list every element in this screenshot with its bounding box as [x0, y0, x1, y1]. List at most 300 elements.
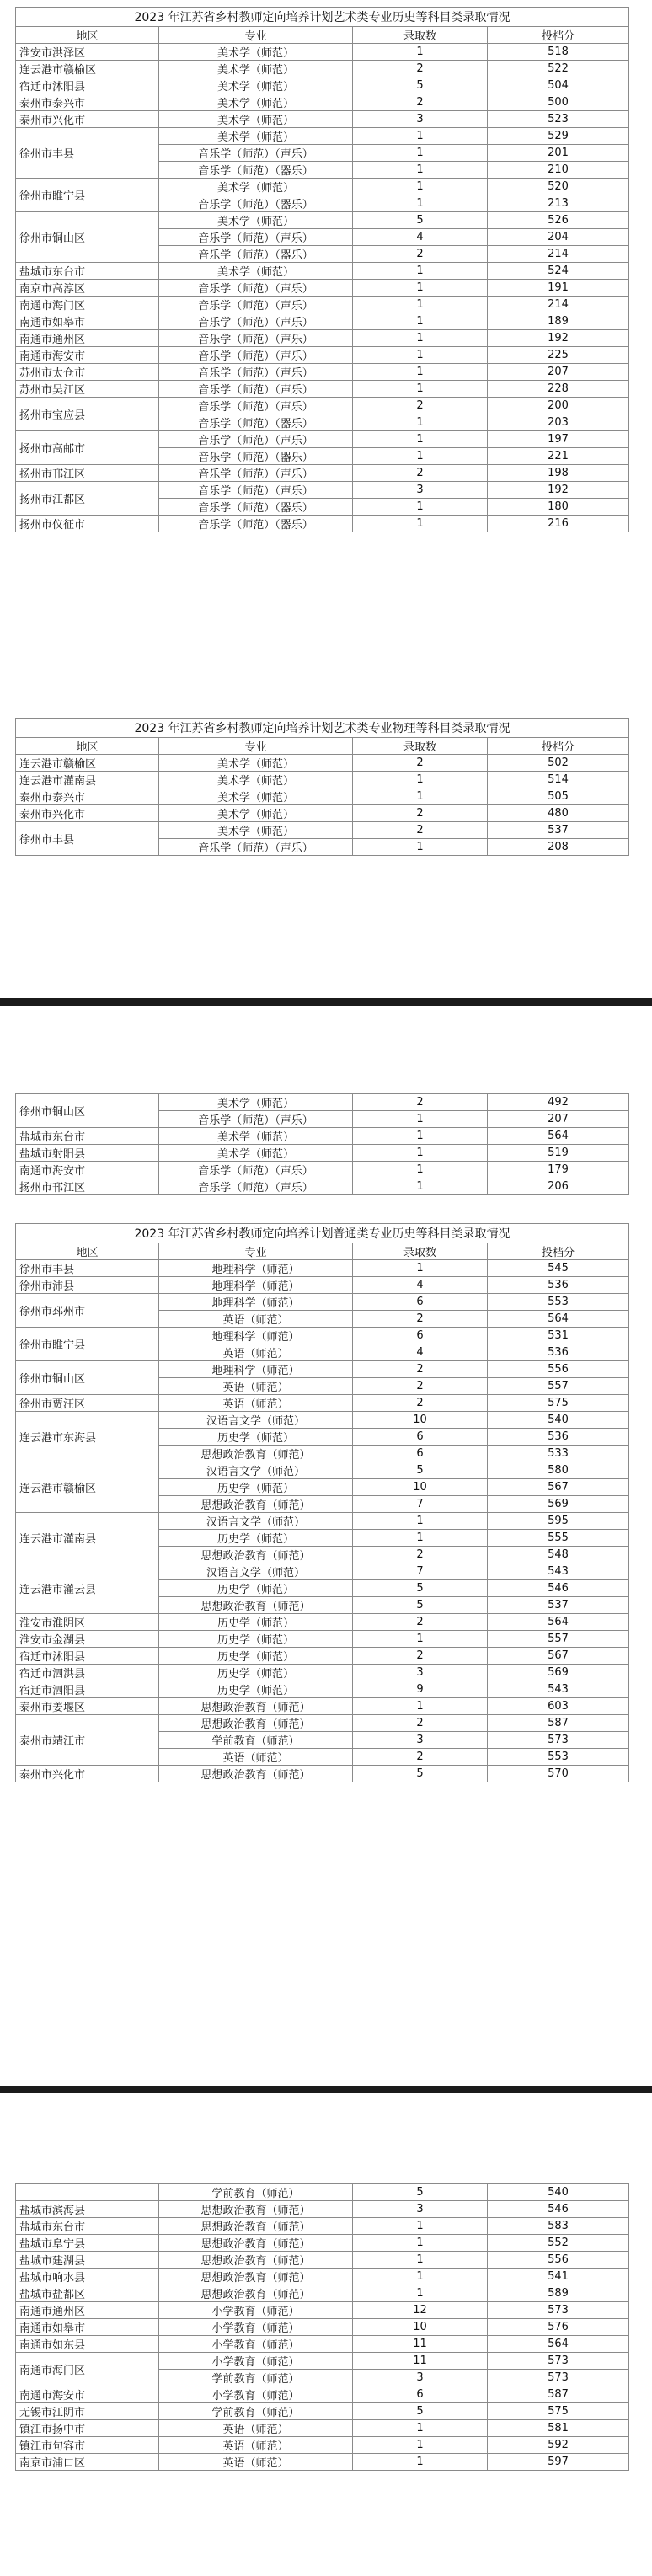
- region-cell: 徐州市丰县: [16, 1260, 159, 1277]
- table-row: [16, 61, 629, 77]
- region-cell: 扬州市高邮市: [16, 431, 159, 465]
- score-cell: 502: [488, 755, 629, 772]
- region-cell: 连云港市赣榆区: [16, 1462, 159, 1513]
- admitted-count-cell: 1: [353, 1111, 488, 1128]
- column-header: 专业: [159, 27, 353, 44]
- major-cell: 思想政治教育（师范）: [159, 1496, 353, 1513]
- admitted-count-cell: 1: [353, 297, 488, 313]
- score-cell: 567: [488, 1648, 629, 1665]
- major-cell: 音乐学（师范）（声乐）: [159, 313, 353, 330]
- admitted-count-cell: 5: [353, 1580, 488, 1597]
- column-header: 投档分: [488, 27, 629, 44]
- admitted-count-cell: 2: [353, 465, 488, 482]
- table-row: [16, 2285, 629, 2302]
- major-cell: 音乐学（师范）（声乐）: [159, 1178, 353, 1195]
- score-cell: 216: [488, 516, 629, 532]
- table-row: [16, 1681, 629, 1698]
- major-cell: 美术学（师范）: [159, 179, 353, 195]
- region-cell: 泰州市靖江市: [16, 1715, 159, 1766]
- major-cell: 学前教育（师范）: [159, 2403, 353, 2420]
- score-cell: 573: [488, 2353, 629, 2370]
- major-cell: 音乐学（师范）（声乐）: [159, 398, 353, 414]
- score-cell: 206: [488, 1178, 629, 1195]
- table-row: [16, 330, 629, 347]
- region-cell: 南通市海门区: [16, 297, 159, 313]
- column-header: 专业: [159, 1243, 353, 1260]
- major-cell: 美术学（师范）: [159, 128, 353, 145]
- region-cell: 连云港市灌南县: [16, 1513, 159, 1563]
- score-cell: 201: [488, 145, 629, 162]
- score-cell: 213: [488, 195, 629, 212]
- region-cell: 盐城市东台市: [16, 1128, 159, 1145]
- region-cell: 南通市海安市: [16, 1162, 159, 1178]
- score-cell: 210: [488, 162, 629, 179]
- score-cell: 587: [488, 1715, 629, 1732]
- admitted-count-cell: 1: [353, 162, 488, 179]
- page-separator: [0, 2086, 652, 2093]
- table-title: 2023 年江苏省乡村教师定向培养计划普通类专业历史等科目类录取情况: [16, 1224, 629, 1243]
- major-cell: 小学教育（师范）: [159, 2353, 353, 2370]
- major-cell: 美术学（师范）: [159, 772, 353, 788]
- table-row: [16, 2184, 629, 2201]
- score-cell: 564: [488, 1614, 629, 1631]
- admitted-count-cell: 5: [353, 1597, 488, 1614]
- region-cell: 连云港市灌云县: [16, 1563, 159, 1614]
- admitted-count-cell: 6: [353, 1429, 488, 1446]
- admitted-count-cell: 1: [353, 1698, 488, 1715]
- table-row: [16, 297, 629, 313]
- table-row: [16, 2403, 629, 2420]
- column-header: 地区: [16, 1243, 159, 1260]
- major-cell: 音乐学（师范）（声乐）: [159, 381, 353, 398]
- score-cell: 541: [488, 2269, 629, 2285]
- admitted-count-cell: 11: [353, 2336, 488, 2353]
- table-row: [16, 2353, 629, 2370]
- region-cell: 徐州市丰县: [16, 822, 159, 856]
- score-cell: 575: [488, 2403, 629, 2420]
- score-cell: 214: [488, 297, 629, 313]
- score-cell: 191: [488, 280, 629, 297]
- score-cell: 581: [488, 2420, 629, 2437]
- major-cell: 音乐学（师范）（器乐）: [159, 516, 353, 532]
- score-cell: 522: [488, 61, 629, 77]
- major-cell: 美术学（师范）: [159, 111, 353, 128]
- score-cell: 564: [488, 1128, 629, 1145]
- score-cell: 537: [488, 822, 629, 839]
- score-cell: 221: [488, 448, 629, 465]
- major-cell: 汉语言文学（师范）: [159, 1563, 353, 1580]
- admitted-count-cell: 1: [353, 313, 488, 330]
- major-cell: 思想政治教育（师范）: [159, 1597, 353, 1614]
- table-header-row: [16, 738, 629, 755]
- admitted-count-cell: 2: [353, 1094, 488, 1111]
- region-cell: 南通市如皋市: [16, 313, 159, 330]
- table-row: [16, 1361, 629, 1378]
- major-cell: 思想政治教育（师范）: [159, 2285, 353, 2302]
- admitted-count-cell: 4: [353, 1277, 488, 1294]
- major-cell: 音乐学（师范）（声乐）: [159, 347, 353, 364]
- table-row: [16, 128, 629, 145]
- table-row: [16, 1094, 629, 1111]
- data-table: [15, 718, 629, 856]
- admitted-count-cell: 7: [353, 1563, 488, 1580]
- admitted-count-cell: 2: [353, 1378, 488, 1395]
- score-cell: 520: [488, 179, 629, 195]
- region-cell: 泰州市泰兴市: [16, 788, 159, 805]
- column-header: 地区: [16, 738, 159, 755]
- score-cell: 557: [488, 1631, 629, 1648]
- table-art-physics: [15, 718, 628, 856]
- table-row: [16, 2302, 629, 2319]
- region-cell: 扬州市宝应县: [16, 398, 159, 431]
- major-cell: 音乐学（师范）（声乐）: [159, 364, 353, 381]
- admitted-count-cell: 1: [353, 44, 488, 61]
- table-row: [16, 788, 629, 805]
- score-cell: 536: [488, 1429, 629, 1446]
- score-cell: 526: [488, 212, 629, 229]
- major-cell: 小学教育（师范）: [159, 2336, 353, 2353]
- region-cell: 盐城市滨海县: [16, 2201, 159, 2218]
- table-title: 2023 年江苏省乡村教师定向培养计划艺术类专业物理等科目类录取情况: [16, 719, 629, 738]
- score-cell: 576: [488, 2319, 629, 2336]
- table-row: [16, 1294, 629, 1311]
- table-row: [16, 1665, 629, 1681]
- admitted-count-cell: 6: [353, 1294, 488, 1311]
- table-row: [16, 1513, 629, 1530]
- admitted-count-cell: 1: [353, 1631, 488, 1648]
- score-cell: 533: [488, 1446, 629, 1462]
- table-row: [16, 465, 629, 482]
- admitted-count-cell: 2: [353, 1648, 488, 1665]
- region-cell: 镇江市句容市: [16, 2437, 159, 2454]
- major-cell: 美术学（师范）: [159, 1128, 353, 1145]
- major-cell: 英语（师范）: [159, 2454, 353, 2471]
- major-cell: 汉语言文学（师范）: [159, 1412, 353, 1429]
- column-header: 地区: [16, 27, 159, 44]
- table-row: [16, 111, 629, 128]
- column-header: 投档分: [488, 1243, 629, 1260]
- score-cell: 228: [488, 381, 629, 398]
- admitted-count-cell: 12: [353, 2302, 488, 2319]
- score-cell: 197: [488, 431, 629, 448]
- score-cell: 556: [488, 1361, 629, 1378]
- region-cell: 南通市通州区: [16, 2302, 159, 2319]
- region-cell: 徐州市睢宁县: [16, 179, 159, 212]
- region-cell: 淮安市金湖县: [16, 1631, 159, 1648]
- region-cell: 徐州市铜山区: [16, 1094, 159, 1128]
- score-cell: 553: [488, 1294, 629, 1311]
- major-cell: 音乐学（师范）（声乐）: [159, 297, 353, 313]
- major-cell: 音乐学（师范）（器乐）: [159, 246, 353, 263]
- score-cell: 189: [488, 313, 629, 330]
- score-cell: 180: [488, 499, 629, 516]
- score-cell: 492: [488, 1094, 629, 1111]
- admitted-count-cell: 1: [353, 2420, 488, 2437]
- table-row: [16, 2386, 629, 2403]
- score-cell: 540: [488, 2184, 629, 2201]
- region-cell: 徐州市铜山区: [16, 212, 159, 263]
- score-cell: 589: [488, 2285, 629, 2302]
- region-cell: 徐州市睢宁县: [16, 1328, 159, 1361]
- score-cell: 518: [488, 44, 629, 61]
- table-row: [16, 44, 629, 61]
- admitted-count-cell: 3: [353, 1732, 488, 1749]
- data-table: [15, 7, 629, 532]
- score-cell: 573: [488, 2302, 629, 2319]
- region-cell: 南通市通州区: [16, 330, 159, 347]
- major-cell: 英语（师范）: [159, 2437, 353, 2454]
- major-cell: 音乐学（师范）（声乐）: [159, 1111, 353, 1128]
- major-cell: 美术学（师范）: [159, 788, 353, 805]
- score-cell: 587: [488, 2386, 629, 2403]
- score-cell: 546: [488, 1580, 629, 1597]
- score-cell: 524: [488, 263, 629, 280]
- score-cell: 564: [488, 1311, 629, 1328]
- score-cell: 570: [488, 1766, 629, 1782]
- table-row: [16, 1631, 629, 1648]
- major-cell: 美术学（师范）: [159, 1145, 353, 1162]
- admitted-count-cell: 1: [353, 330, 488, 347]
- admitted-count-cell: 1: [353, 1260, 488, 1277]
- table-row: [16, 1328, 629, 1344]
- major-cell: 英语（师范）: [159, 1311, 353, 1328]
- region-cell: 徐州市沛县: [16, 1277, 159, 1294]
- region-cell: 南通市海安市: [16, 2386, 159, 2403]
- region-cell: 扬州市仪征市: [16, 516, 159, 532]
- score-cell: 207: [488, 1111, 629, 1128]
- table-row: [16, 805, 629, 822]
- major-cell: 美术学（师范）: [159, 61, 353, 77]
- admitted-count-cell: 2: [353, 1614, 488, 1631]
- admitted-count-cell: 2: [353, 805, 488, 822]
- region-cell: 南通市海门区: [16, 2353, 159, 2386]
- table-row: [16, 516, 629, 532]
- score-cell: 580: [488, 1462, 629, 1479]
- table-row: [16, 1462, 629, 1479]
- region-cell: 宿迁市泗洪县: [16, 1665, 159, 1681]
- table-title-row: [16, 8, 629, 27]
- table-row: [16, 1395, 629, 1412]
- score-cell: 583: [488, 2218, 629, 2235]
- admitted-count-cell: 6: [353, 1446, 488, 1462]
- region-cell: 盐城市建湖县: [16, 2252, 159, 2269]
- table-row: [16, 94, 629, 111]
- table-row: [16, 2437, 629, 2454]
- score-cell: 192: [488, 330, 629, 347]
- admitted-count-cell: 1: [353, 1530, 488, 1547]
- admitted-count-cell: 1: [353, 2235, 488, 2252]
- major-cell: 地理科学（师范）: [159, 1328, 353, 1344]
- score-cell: 575: [488, 1395, 629, 1412]
- major-cell: 音乐学（师范）（器乐）: [159, 195, 353, 212]
- admitted-count-cell: 2: [353, 1361, 488, 1378]
- score-cell: 595: [488, 1513, 629, 1530]
- admitted-count-cell: 1: [353, 280, 488, 297]
- major-cell: 英语（师范）: [159, 1749, 353, 1766]
- column-header: 录取数: [353, 27, 488, 44]
- table-row: [16, 179, 629, 195]
- major-cell: 美术学（师范）: [159, 263, 353, 280]
- score-cell: 480: [488, 805, 629, 822]
- region-cell: 连云港市赣榆区: [16, 61, 159, 77]
- admitted-count-cell: 4: [353, 229, 488, 246]
- admitted-count-cell: 4: [353, 1344, 488, 1361]
- score-cell: 573: [488, 1732, 629, 1749]
- region-cell: 盐城市东台市: [16, 263, 159, 280]
- admitted-count-cell: 1: [353, 2269, 488, 2285]
- major-cell: 思想政治教育（师范）: [159, 2218, 353, 2235]
- admitted-count-cell: 10: [353, 2319, 488, 2336]
- admitted-count-cell: 1: [353, 499, 488, 516]
- table-art-history: [15, 7, 628, 532]
- major-cell: 音乐学（师范）（器乐）: [159, 499, 353, 516]
- admitted-count-cell: 5: [353, 1462, 488, 1479]
- table-row: [16, 2235, 629, 2252]
- admitted-count-cell: 5: [353, 2184, 488, 2201]
- admitted-count-cell: 10: [353, 1412, 488, 1429]
- major-cell: 历史学（师范）: [159, 1681, 353, 1698]
- region-cell: 徐州市铜山区: [16, 1361, 159, 1395]
- admitted-count-cell: 1: [353, 1178, 488, 1195]
- score-cell: 514: [488, 772, 629, 788]
- table-row: [16, 347, 629, 364]
- admitted-count-cell: 2: [353, 1547, 488, 1563]
- score-cell: 555: [488, 1530, 629, 1547]
- major-cell: 音乐学（师范）（声乐）: [159, 229, 353, 246]
- region-cell: 淮安市洪泽区: [16, 44, 159, 61]
- major-cell: 音乐学（师范）（声乐）: [159, 482, 353, 499]
- region-cell: 泰州市兴化市: [16, 1766, 159, 1782]
- table-header-row: [16, 1243, 629, 1260]
- region-cell: 泰州市泰兴市: [16, 94, 159, 111]
- admitted-count-cell: 1: [353, 839, 488, 856]
- table-row: [16, 1145, 629, 1162]
- admitted-count-cell: 1: [353, 347, 488, 364]
- table-row: [16, 1766, 629, 1782]
- admitted-count-cell: 5: [353, 212, 488, 229]
- region-cell: 淮安市淮阴区: [16, 1614, 159, 1631]
- major-cell: 英语（师范）: [159, 2420, 353, 2437]
- major-cell: 音乐学（师范）（器乐）: [159, 414, 353, 431]
- region-cell: 宿迁市沭阳县: [16, 77, 159, 94]
- admitted-count-cell: 10: [353, 1479, 488, 1496]
- admitted-count-cell: 1: [353, 772, 488, 788]
- major-cell: 美术学（师范）: [159, 805, 353, 822]
- major-cell: 美术学（师范）: [159, 212, 353, 229]
- score-cell: 540: [488, 1412, 629, 1429]
- table-row: [16, 2319, 629, 2336]
- score-cell: 569: [488, 1496, 629, 1513]
- major-cell: 思想政治教育（师范）: [159, 1446, 353, 1462]
- table-row: [16, 2336, 629, 2353]
- major-cell: 历史学（师范）: [159, 1429, 353, 1446]
- admitted-count-cell: 1: [353, 2285, 488, 2302]
- admitted-count-cell: 2: [353, 755, 488, 772]
- table-row: [16, 2269, 629, 2285]
- major-cell: 地理科学（师范）: [159, 1361, 353, 1378]
- table-row: [16, 381, 629, 398]
- major-cell: 地理科学（师范）: [159, 1277, 353, 1294]
- major-cell: 地理科学（师范）: [159, 1294, 353, 1311]
- admitted-count-cell: 3: [353, 111, 488, 128]
- score-cell: 536: [488, 1277, 629, 1294]
- score-cell: 523: [488, 111, 629, 128]
- major-cell: 历史学（师范）: [159, 1614, 353, 1631]
- score-cell: 567: [488, 1479, 629, 1496]
- region-cell: 南京市浦口区: [16, 2454, 159, 2471]
- region-cell: 连云港市东海县: [16, 1412, 159, 1462]
- table-row: [16, 1412, 629, 1429]
- admitted-count-cell: 1: [353, 2218, 488, 2235]
- column-header: 录取数: [353, 1243, 488, 1260]
- page-separator: [0, 998, 652, 1006]
- admitted-count-cell: 2: [353, 94, 488, 111]
- table-header-row: [16, 27, 629, 44]
- major-cell: 音乐学（师范）（声乐）: [159, 330, 353, 347]
- major-cell: 音乐学（师范）（声乐）: [159, 465, 353, 482]
- score-cell: 548: [488, 1547, 629, 1563]
- region-cell: 南通市如皋市: [16, 2319, 159, 2336]
- score-cell: 200: [488, 398, 629, 414]
- major-cell: 思想政治教育（师范）: [159, 1766, 353, 1782]
- admitted-count-cell: 1: [353, 1513, 488, 1530]
- region-cell: 南京市高淳区: [16, 280, 159, 297]
- major-cell: 学前教育（师范）: [159, 1732, 353, 1749]
- admitted-count-cell: 2: [353, 1749, 488, 1766]
- table-row: [16, 2252, 629, 2269]
- table-row: [16, 1614, 629, 1631]
- admitted-count-cell: 1: [353, 1128, 488, 1145]
- table-title-row: [16, 719, 629, 738]
- column-header: 专业: [159, 738, 353, 755]
- table-row: [16, 364, 629, 381]
- table-title-row: [16, 1224, 629, 1243]
- admitted-count-cell: 1: [353, 414, 488, 431]
- region-cell: 泰州市兴化市: [16, 805, 159, 822]
- region-cell: 扬州市邗江区: [16, 465, 159, 482]
- admitted-count-cell: 2: [353, 246, 488, 263]
- region-cell: 南通市海安市: [16, 347, 159, 364]
- table-row: [16, 822, 629, 839]
- region-cell: 无锡市江阴市: [16, 2403, 159, 2420]
- score-cell: 557: [488, 1378, 629, 1395]
- score-cell: 505: [488, 788, 629, 805]
- major-cell: 音乐学（师范）（声乐）: [159, 839, 353, 856]
- table-row: [16, 1563, 629, 1580]
- column-header: 投档分: [488, 738, 629, 755]
- table-row: [16, 2454, 629, 2471]
- major-cell: 思想政治教育（师范）: [159, 2201, 353, 2218]
- region-cell: 宿迁市泗阳县: [16, 1681, 159, 1698]
- table-general-history: [15, 1223, 628, 1782]
- admitted-count-cell: 9: [353, 1681, 488, 1698]
- score-cell: 556: [488, 2252, 629, 2269]
- score-cell: 592: [488, 2437, 629, 2454]
- admitted-count-cell: 3: [353, 2201, 488, 2218]
- major-cell: 思想政治教育（师范）: [159, 1715, 353, 1732]
- major-cell: 英语（师范）: [159, 1378, 353, 1395]
- table-row: [16, 482, 629, 499]
- score-cell: 519: [488, 1145, 629, 1162]
- major-cell: 思想政治教育（师范）: [159, 2252, 353, 2269]
- admitted-count-cell: 7: [353, 1496, 488, 1513]
- score-cell: 537: [488, 1597, 629, 1614]
- table-general-history-continued: [15, 2183, 628, 2471]
- score-cell: 597: [488, 2454, 629, 2471]
- table-row: [16, 212, 629, 229]
- major-cell: 美术学（师范）: [159, 755, 353, 772]
- major-cell: 学前教育（师范）: [159, 2184, 353, 2201]
